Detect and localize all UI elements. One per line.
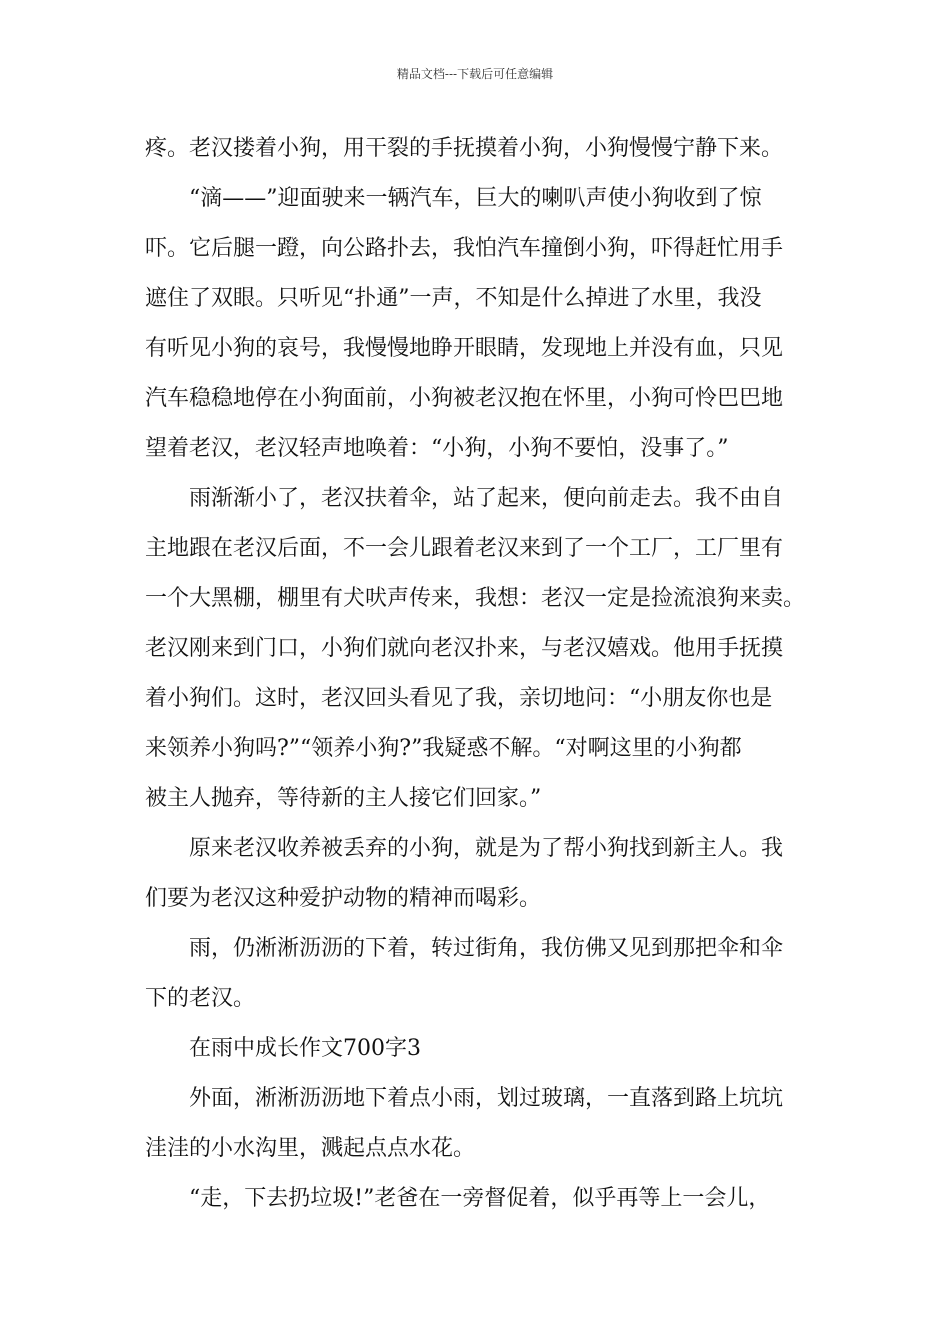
text-line: 老汉刚来到门口，小狗们就向老汉扑来，与老汉嬉戏。他用手抚摸 [145,636,784,661]
text-line: “走，下去扔垃圾!”老爸在一旁督促着，似乎再等上一会儿， [189,1186,771,1211]
document-body [145,124,835,1224]
text-line: 遮住了双眼。只听见“扑通”一声，不知是什么掉进了水里，我没 [145,286,762,311]
text-line: 们要为老汉这种爱护动物的精神而喝彩。 [145,886,542,911]
page-header: 精品文档---下载后可任意编辑 [396,67,554,81]
paragraph [145,1174,835,1224]
text-line: 一个大黑棚，棚里有犬吠声传来，我想：老汉一定是捡流浪狗来卖。 [145,586,806,611]
text-line: 有听见小狗的哀号，我慢慢地睁开眼睛，发现地上并没有血，只见 [145,336,784,361]
paragraph [145,924,835,1024]
text-line: 在雨中成长作文700字3 [189,1036,421,1061]
paragraph [145,174,835,474]
text-line: 主地跟在老汉后面，不一会儿跟着老汉来到了一个工厂，工厂里有 [145,536,784,561]
text-line: “滴——”迎面驶来一辆汽车，巨大的喇叭声使小狗收到了惊 [189,186,762,211]
text-line: 外面，淅淅沥沥地下着点小雨，划过玻璃，一直落到路上坑坑 [189,1086,784,1111]
paragraph [145,824,835,924]
text-line: 望着老汉，老汉轻声地唤着：“小狗，小狗不要怕，没事了。” [145,436,729,461]
text-line: 疼。老汉搂着小狗，用干裂的手抚摸着小狗，小狗慢慢宁静下来。 [145,136,784,161]
paragraph [145,474,835,824]
text-line: 雨渐渐小了，老汉扶着伞，站了起来，便向前走去。我不由自 [189,486,784,511]
text-line: 原来老汉收养被丢弃的小狗，就是为了帮小狗找到新主人。我 [189,836,784,861]
paragraph [145,1024,835,1074]
paragraph [145,1074,835,1174]
text-line: 下的老汉。 [145,986,256,1011]
text-line: 雨，仍淅淅沥沥的下着，转过街角，我仿佛又见到那把伞和伞 [189,936,784,961]
text-line: 着小狗们。这时，老汉回头看见了我，亲切地问：“小朋友你也是 [145,686,773,711]
text-line: 来领养小狗吗?”“领养小狗?”我疑惑不解。“对啊这里的小狗都 [145,736,742,761]
paragraph [145,124,835,174]
text-line: 洼洼的小水沟里，溅起点点水花。 [145,1136,476,1161]
text-line: 吓。它后腿一蹬，向公路扑去，我怕汽车撞倒小狗，吓得赶忙用手 [145,236,784,261]
text-line: 汽车稳稳地停在小狗面前，小狗被老汉抱在怀里，小狗可怜巴巴地 [145,386,784,411]
text-line: 被主人抛弃，等待新的主人接它们回家。” [145,786,542,811]
